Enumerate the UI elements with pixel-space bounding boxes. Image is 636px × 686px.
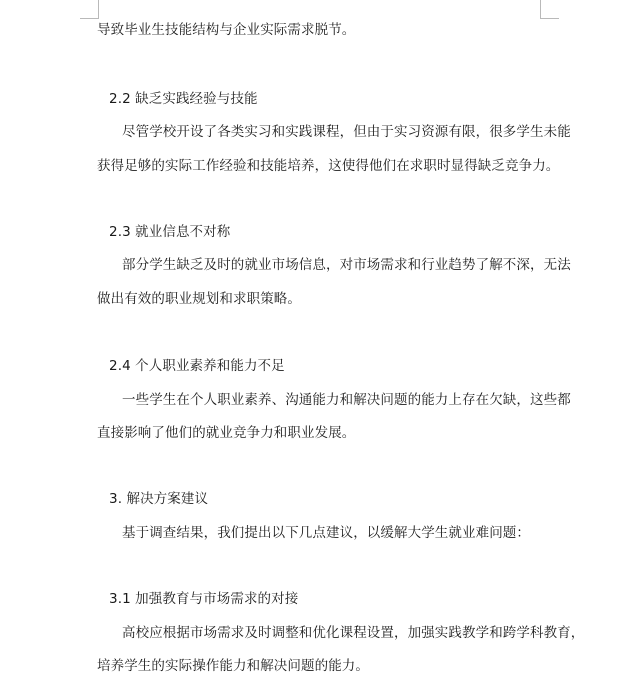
crop-mark-top-right: [540, 0, 559, 19]
crop-mark-top-left: [80, 0, 99, 19]
paragraph-line: 基于调查结果，我们提出以下几点建议，以缓解大学生就业难问题：: [122, 525, 530, 541]
paragraph-line: 直接影响了他们的就业竞争力和职业发展。: [97, 425, 356, 441]
paragraph-line: 导致毕业生技能结构与企业实际需求脱节。: [97, 22, 356, 38]
paragraph-line: 部分学生缺乏及时的就业市场信息，对市场需求和行业趋势了解不深，无法: [122, 257, 571, 273]
section-heading: 2.2 缺乏实践经验与技能: [109, 91, 258, 107]
paragraph-line: 一些学生在个人职业素养、沟通能力和解决问题的能力上存在欠缺，这些都: [122, 392, 571, 408]
paragraph-line: 培养学生的实际操作能力和解决问题的能力。: [97, 658, 369, 674]
paragraph-line: 获得足够的实际工作经验和技能培养，这使得他们在求职时显得缺乏竞争力。: [97, 158, 560, 174]
paragraph-line: 做出有效的职业规划和求职策略。: [97, 291, 301, 307]
section-heading: 3.1 加强教育与市场需求的对接: [109, 591, 299, 607]
section-heading: 2.4 个人职业素养和能力不足: [109, 358, 285, 374]
paragraph-line: 尽管学校开设了各类实习和实践课程，但由于实习资源有限，很多学生未能: [122, 124, 571, 140]
section-heading: 3. 解决方案建议: [109, 491, 209, 507]
paragraph-line: 高校应根据市场需求及时调整和优化课程设置，加强实践教学和跨学科教育，: [122, 625, 585, 641]
section-heading: 2.3 就业信息不对称: [109, 224, 231, 240]
